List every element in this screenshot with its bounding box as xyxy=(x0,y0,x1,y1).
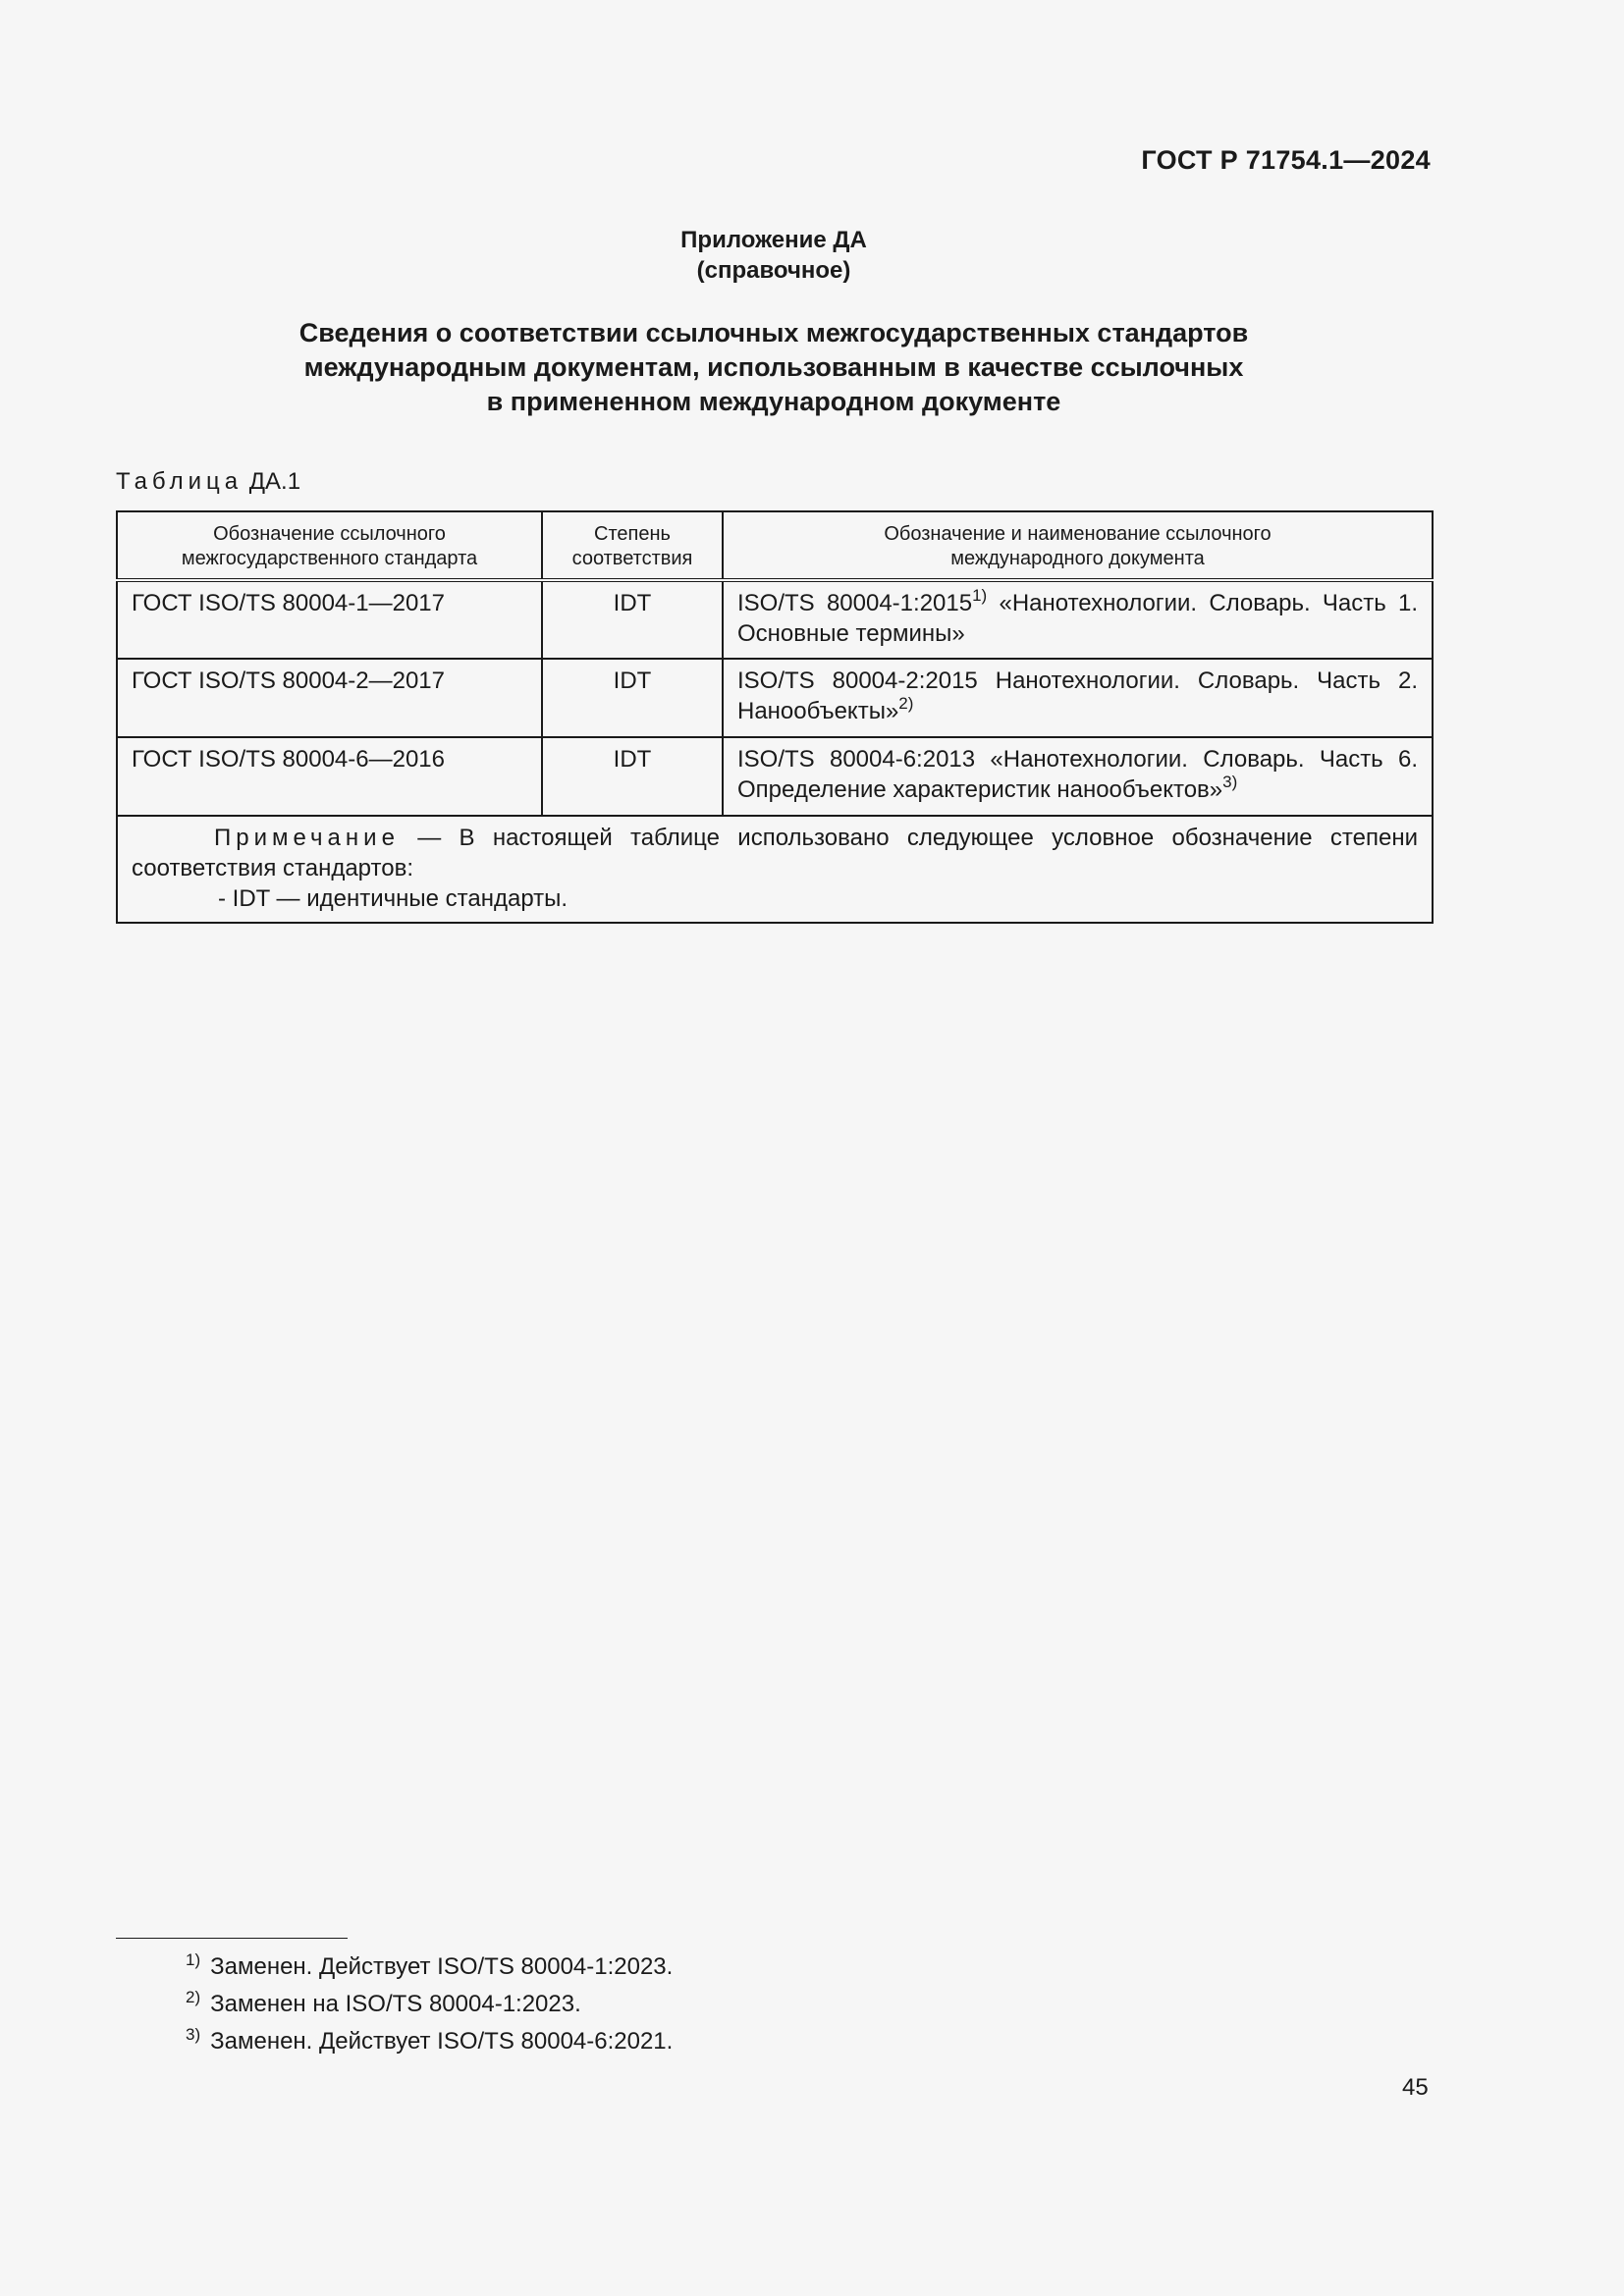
note-label: Примечание xyxy=(214,825,400,851)
appendix-subtitle: (справочное) xyxy=(696,257,851,284)
column-header-degree xyxy=(542,511,723,580)
reference-table xyxy=(116,510,1434,924)
footnote-ref: 2) xyxy=(898,694,914,713)
table-row xyxy=(117,737,1433,816)
footnote-ref: 3) xyxy=(1222,773,1238,791)
document-cell xyxy=(723,580,1433,659)
footnote xyxy=(186,1949,673,1986)
footnotes xyxy=(186,1949,673,2060)
document-cell xyxy=(723,659,1433,737)
column-header-document xyxy=(723,511,1433,580)
appendix-heading xyxy=(0,316,1547,419)
table-caption-number: ДА.1 xyxy=(248,468,301,495)
column-header-line: соответствия xyxy=(571,548,693,569)
column-header-line: Степень xyxy=(594,523,671,545)
table-caption-word: Таблица xyxy=(116,468,244,495)
footnote-mark: 2) xyxy=(186,1988,201,2006)
document-code: ГОСТ Р 71754.1—2024 xyxy=(1141,145,1431,175)
table-caption xyxy=(116,468,300,496)
document-text: ISO/TS 80004-6:2013 «Нанотехнологии. Словарь. Часть 6. Определение характеристик нанообъектов» xyxy=(737,746,1418,803)
standard-cell: ГОСТ ISO/TS 80004-1—2017 xyxy=(117,580,542,659)
note-list-item: - IDT — идентичные стандарты. xyxy=(218,885,568,912)
appendix-title-block xyxy=(0,225,1547,286)
footnote-text: Заменен. Действует ISO/TS 80004-1:2023. xyxy=(210,1953,674,1980)
note-body: — В настоящей таблице использовано следующее условное обозначение степени соответствия стандартов: xyxy=(132,825,1418,881)
table-row xyxy=(117,659,1433,737)
footnote xyxy=(186,2023,673,2060)
heading-line: Сведения о соответствии ссылочных межгосударственных стандартов xyxy=(298,318,1249,347)
table-note xyxy=(117,816,1433,923)
standard-cell: ГОСТ ISO/TS 80004-2—2017 xyxy=(117,659,542,737)
degree-cell: IDT xyxy=(542,737,723,816)
column-header-standard xyxy=(117,511,542,580)
document-text: «Нанотехнологии. Словарь. Часть 1. Основные термины» xyxy=(737,590,1419,647)
footnote-separator xyxy=(116,1938,348,1939)
column-header-line: международного документа xyxy=(950,548,1205,569)
footnote-mark: 1) xyxy=(186,1950,201,1969)
table-row xyxy=(117,580,1433,659)
column-header-line: межгосударственного стандарта xyxy=(181,548,478,569)
page-number: 45 xyxy=(1402,2074,1429,2101)
note-text xyxy=(132,823,1418,883)
standard-cell: ГОСТ ISO/TS 80004-6—2016 xyxy=(117,737,542,816)
document-text: ISO/TS 80004-2:2015 Нанотехнологии. Словарь. Часть 2. Нанообъекты» xyxy=(737,667,1418,724)
column-header-line: Обозначение и наименование ссылочного xyxy=(884,523,1272,545)
column-header-line: Обозначение ссылочного xyxy=(213,523,446,545)
table-header-row xyxy=(117,511,1433,580)
document-text: ISO/TS 80004-1:2015 xyxy=(737,590,973,616)
appendix-title: Приложение ДА xyxy=(680,227,867,253)
degree-cell: IDT xyxy=(542,580,723,659)
footnote-text: Заменен на ISO/TS 80004-1:2023. xyxy=(210,1991,581,2017)
degree-cell: IDT xyxy=(542,659,723,737)
footnote-ref: 1) xyxy=(972,586,988,605)
heading-line: в примененном международном документе xyxy=(486,387,1061,416)
footnote-text: Заменен. Действует ISO/TS 80004-6:2021. xyxy=(210,2028,674,2055)
table-note-row xyxy=(117,816,1433,923)
document-cell xyxy=(723,737,1433,816)
heading-line: международным документам, использованным в качестве ссылочных xyxy=(303,352,1244,382)
footnote-mark: 3) xyxy=(186,2025,201,2044)
footnote xyxy=(186,1986,673,2023)
